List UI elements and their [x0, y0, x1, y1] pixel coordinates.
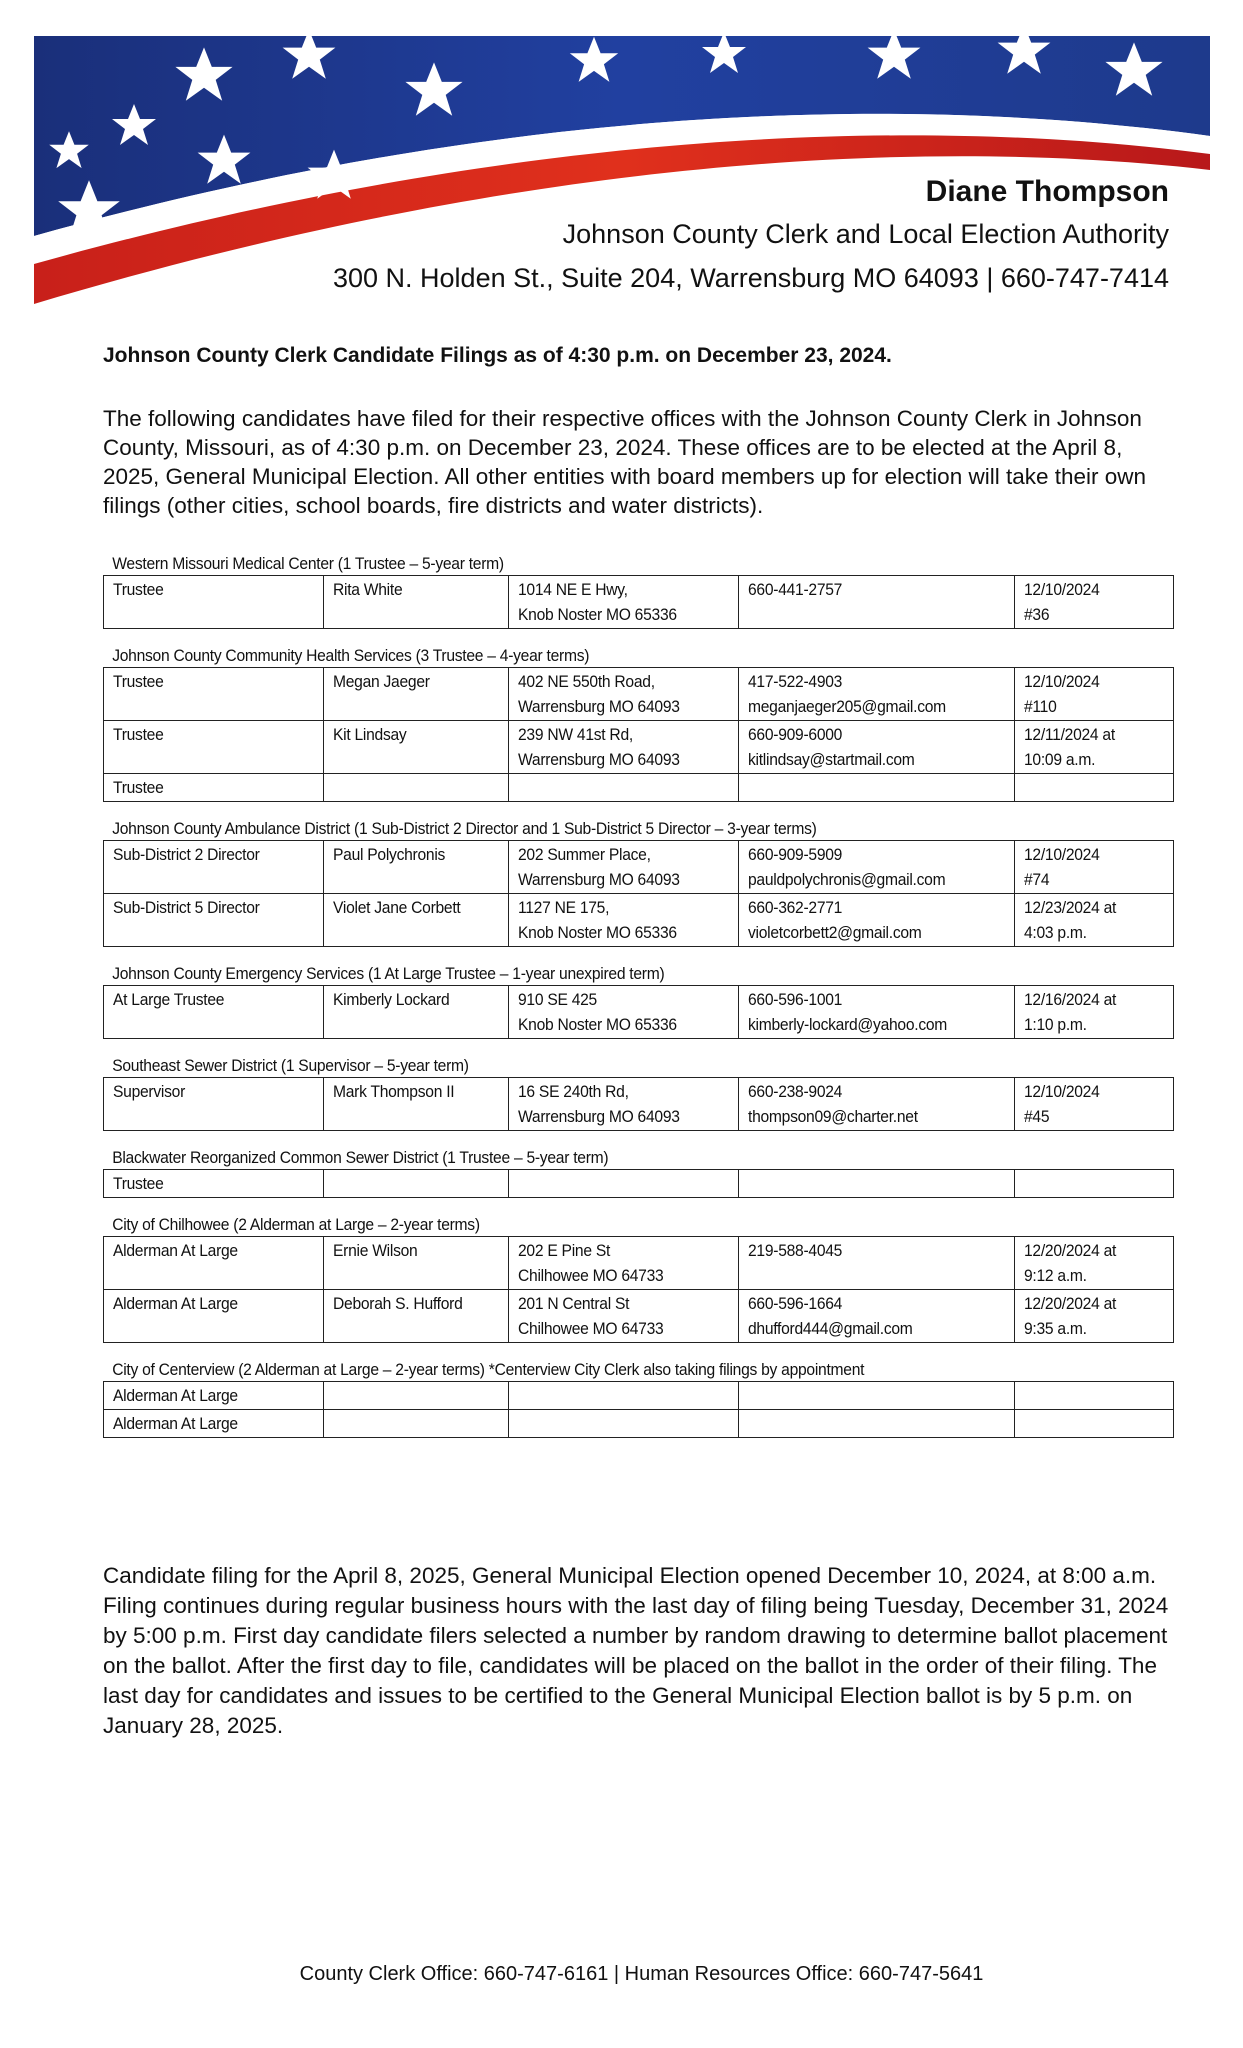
- candidate-name: Kit Lindsay: [333, 725, 407, 744]
- letterhead: [333, 172, 1169, 300]
- filing-order: 10:09 a.m.: [1024, 750, 1096, 769]
- address-line: Warrensburg MO 64093: [518, 1107, 680, 1126]
- table-cell: [509, 894, 739, 947]
- filing-table: [103, 575, 1174, 629]
- address-line: Warrensburg MO 64093: [518, 697, 680, 716]
- table-cell: [1015, 576, 1174, 629]
- table-cell: [509, 576, 739, 629]
- office-cell: Trustee: [113, 778, 164, 797]
- filing-table: [103, 840, 1174, 947]
- table-cell: [509, 1382, 739, 1410]
- address-line: 402 NE 550th Road,: [518, 672, 655, 691]
- email-address: meganjaeger205@gmail.com: [748, 697, 946, 716]
- clerk-address: 300 N. Holden St., Suite 204, Warrensburg MO 64093 | 660-747-7414: [332, 263, 1169, 293]
- email-address: kimberly-lockard@yahoo.com: [748, 1015, 948, 1034]
- filing-order: #110: [1024, 697, 1057, 716]
- office-cell: Alderman At Large: [113, 1414, 238, 1433]
- table-cell: [324, 841, 509, 894]
- address-line: 1014 NE E Hwy,: [518, 580, 628, 599]
- filing-table: [103, 1236, 1174, 1343]
- email-address: dhufford444@gmail.com: [748, 1319, 913, 1338]
- table-cell: [104, 774, 324, 802]
- table-cell: [104, 986, 324, 1039]
- filing-order: #74: [1024, 870, 1050, 889]
- table-cell: [739, 1078, 1015, 1131]
- filing-order: 9:12 a.m.: [1024, 1266, 1087, 1285]
- table-cell: [739, 1237, 1015, 1290]
- table-cell: [1015, 841, 1174, 894]
- table-row: [104, 894, 1174, 947]
- address-line: Knob Noster MO 65336: [518, 1015, 677, 1034]
- table-cell: [1015, 1078, 1174, 1131]
- candidate-name: Megan Jaeger: [333, 672, 430, 691]
- filing-date: 12/11/2024 at: [1024, 725, 1115, 744]
- filing-date: 12/16/2024 at: [1024, 990, 1117, 1009]
- table-row: [104, 668, 1174, 721]
- table-row: [104, 1078, 1174, 1131]
- address-line: 1127 NE 175,: [518, 898, 610, 917]
- table-cell: [739, 1410, 1015, 1438]
- email-address: thompson09@charter.net: [748, 1107, 918, 1126]
- table-cell: [324, 576, 509, 629]
- table-cell: [1015, 1382, 1174, 1410]
- candidate-name: Mark Thompson II: [333, 1082, 455, 1101]
- table-cell: [509, 721, 739, 774]
- email-address: kitlindsay@startmail.com: [748, 750, 915, 769]
- address-line: 201 N Central St: [518, 1294, 630, 1313]
- office-block: [103, 963, 1173, 1039]
- filings-section: [103, 553, 1173, 1454]
- filing-order: 4:03 p.m.: [1024, 923, 1087, 942]
- table-cell: [324, 721, 509, 774]
- table-cell: [1015, 668, 1174, 721]
- phone-number: 660-909-5909: [748, 845, 843, 864]
- table-cell: [104, 1290, 324, 1343]
- document-title: Johnson County Clerk Candidate Filings as of 4:30 p.m. on December 23, 2024.: [103, 344, 892, 367]
- clerk-title: Johnson County Clerk and Local Election Authority: [562, 219, 1169, 249]
- table-cell: [509, 841, 739, 894]
- table-cell: [324, 774, 509, 802]
- filing-date: 12/10/2024: [1024, 580, 1100, 599]
- filing-table: [103, 667, 1174, 802]
- office-block: [103, 553, 1173, 629]
- table-row: [104, 1382, 1174, 1410]
- table-cell: [509, 1290, 739, 1343]
- candidate-name: Paul Polychronis: [333, 845, 446, 864]
- table-cell: [104, 1382, 324, 1410]
- table-cell: [324, 894, 509, 947]
- filing-table: [103, 1169, 1174, 1198]
- phone-number: 417-522-4903: [748, 672, 843, 691]
- address-line: Warrensburg MO 64093: [518, 750, 680, 769]
- phone-number: 219-588-4045: [748, 1241, 843, 1260]
- table-cell: [509, 668, 739, 721]
- candidate-name: Ernie Wilson: [333, 1241, 418, 1260]
- table-cell: [1015, 1410, 1174, 1438]
- table-cell: [104, 894, 324, 947]
- table-cell: [739, 986, 1015, 1039]
- table-row: [104, 1237, 1174, 1290]
- filing-date: 12/20/2024 at: [1024, 1294, 1117, 1313]
- phone-number: 660-909-6000: [748, 725, 843, 744]
- address-line: 239 NW 41st Rd,: [518, 725, 633, 744]
- table-cell: [739, 1290, 1015, 1343]
- phone-number: 660-362-2771: [748, 898, 843, 917]
- filing-date: 12/10/2024: [1024, 1082, 1100, 1101]
- filing-order: 9:35 a.m.: [1024, 1319, 1087, 1338]
- filing-order: #36: [1024, 605, 1050, 624]
- office-caption: Johnson County Community Health Services (3 Trustee – 4-year terms): [112, 646, 590, 665]
- filing-date: 12/10/2024: [1024, 672, 1100, 691]
- address-line: Chilhowee MO 64733: [518, 1266, 664, 1285]
- phone-number: 660-441-2757: [748, 580, 843, 599]
- table-cell: [509, 1410, 739, 1438]
- address-line: 202 Summer Place,: [518, 845, 651, 864]
- table-cell: [739, 774, 1015, 802]
- office-caption: Southeast Sewer District (1 Supervisor – 5-year term): [112, 1056, 469, 1075]
- table-row: [104, 986, 1174, 1039]
- office-caption: City of Centerview (2 Alderman at Large – 2-year terms) *Centerview City Clerk also taking filings by appointment: [112, 1360, 865, 1379]
- table-row: [104, 721, 1174, 774]
- office-block: [103, 1147, 1173, 1198]
- table-cell: [104, 721, 324, 774]
- office-caption: Johnson County Ambulance District (1 Sub-District 2 Director and 1 Sub-District 5 Director – 3-year terms): [112, 819, 817, 838]
- table-cell: [324, 1290, 509, 1343]
- address-line: Warrensburg MO 64093: [518, 870, 680, 889]
- address-line: Chilhowee MO 64733: [518, 1319, 664, 1338]
- office-cell: Sub-District 5 Director: [113, 898, 260, 917]
- candidate-name: Kimberly Lockard: [333, 990, 450, 1009]
- intro-paragraph: The following candidates have filed for their respective offices with the Johnson County Clerk in Johnson County, Missouri, as of 4:30 p.m. on December 23, 2024. These offices are to be elected at the April 8, 2025, General Municipal Election. All other entities with board members up for election will take their own filings (other cities, school boards, fire districts and water districts).: [103, 406, 1147, 518]
- table-row: [104, 774, 1174, 802]
- table-cell: [739, 576, 1015, 629]
- table-row: [104, 1410, 1174, 1438]
- office-cell: Supervisor: [113, 1082, 186, 1101]
- office-cell: Trustee: [113, 1174, 164, 1193]
- table-cell: [509, 1237, 739, 1290]
- table-cell: [104, 1410, 324, 1438]
- candidate-name: Violet Jane Corbett: [333, 898, 461, 917]
- office-block: [103, 645, 1173, 802]
- phone-number: 660-596-1664: [748, 1294, 843, 1313]
- table-cell: [1015, 894, 1174, 947]
- email-address: pauldpolychronis@gmail.com: [748, 870, 946, 889]
- table-row: [104, 1170, 1174, 1198]
- table-cell: [1015, 1237, 1174, 1290]
- table-cell: [324, 1410, 509, 1438]
- office-caption: Johnson County Emergency Services (1 At Large Trustee – 1-year unexpired term): [112, 964, 665, 983]
- office-cell: Alderman At Large: [113, 1386, 238, 1405]
- table-cell: [739, 894, 1015, 947]
- office-block: [103, 1214, 1173, 1343]
- office-caption: City of Chilhowee (2 Alderman at Large – 2-year terms): [112, 1215, 480, 1234]
- table-row: [104, 1290, 1174, 1343]
- phone-number: 660-596-1001: [748, 990, 843, 1009]
- office-cell: Alderman At Large: [113, 1294, 238, 1313]
- office-cell: Sub-District 2 Director: [113, 845, 260, 864]
- filing-date: 12/20/2024 at: [1024, 1241, 1117, 1260]
- table-cell: [104, 1237, 324, 1290]
- table-cell: [104, 1078, 324, 1131]
- filing-date: 12/10/2024: [1024, 845, 1100, 864]
- table-cell: [104, 841, 324, 894]
- table-cell: [509, 986, 739, 1039]
- clerk-name: Diane Thompson: [925, 175, 1169, 208]
- table-cell: [324, 986, 509, 1039]
- table-cell: [509, 774, 739, 802]
- address-line: Knob Noster MO 65336: [518, 605, 677, 624]
- table-row: [104, 841, 1174, 894]
- email-address: violetcorbett2@gmail.com: [748, 923, 922, 942]
- table-cell: [324, 1078, 509, 1131]
- closing-paragraph: Candidate filing for the April 8, 2025, General Municipal Election opened December 10, 2024, at 8:00 a.m. Filing continues during regular business hours with the last day of filing being Tuesday, December 31, 2024 by 5:00 p.m. First day candidate filers selected a number by random drawing to determine ballot placement on the ballot. After the first day to file, candidates will be placed on the ballot in the order of their filing. The last day for candidates and issues to be certified to the General Municipal Election ballot is by 5 p.m. on January 28, 2025.: [103, 1563, 1169, 1738]
- table-cell: [104, 1170, 324, 1198]
- office-cell: Alderman At Large: [113, 1241, 238, 1260]
- office-caption: Blackwater Reorganized Common Sewer District (1 Trustee – 5-year term): [112, 1148, 609, 1167]
- office-block: [103, 818, 1173, 947]
- filing-order: #45: [1024, 1107, 1050, 1126]
- address-line: Knob Noster MO 65336: [518, 923, 677, 942]
- table-cell: [739, 841, 1015, 894]
- table-cell: [1015, 1170, 1174, 1198]
- filing-date: 12/23/2024 at: [1024, 898, 1117, 917]
- page-footer: County Clerk Office: 660-747-6161 | Human Resources Office: 660-747-5641: [299, 1963, 984, 1985]
- office-cell: Trustee: [113, 725, 164, 744]
- table-cell: [324, 1170, 509, 1198]
- table-cell: [1015, 986, 1174, 1039]
- table-cell: [1015, 721, 1174, 774]
- table-cell: [509, 1078, 739, 1131]
- table-cell: [324, 1382, 509, 1410]
- office-block: [103, 1055, 1173, 1131]
- table-cell: [739, 721, 1015, 774]
- table-cell: [739, 1382, 1015, 1410]
- table-cell: [324, 668, 509, 721]
- address-line: 16 SE 240th Rd,: [518, 1082, 629, 1101]
- filing-table: [103, 985, 1174, 1039]
- candidate-name: Rita White: [333, 580, 403, 599]
- table-cell: [739, 1170, 1015, 1198]
- table-cell: [509, 1170, 739, 1198]
- candidate-name: Deborah S. Hufford: [333, 1294, 463, 1313]
- office-cell: Trustee: [113, 580, 164, 599]
- office-caption: Western Missouri Medical Center (1 Trustee – 5-year term): [112, 554, 504, 573]
- table-cell: [1015, 1290, 1174, 1343]
- table-cell: [1015, 774, 1174, 802]
- filing-order: 1:10 p.m.: [1024, 1015, 1087, 1034]
- table-cell: [324, 1237, 509, 1290]
- office-cell: Trustee: [113, 672, 164, 691]
- table-cell: [739, 668, 1015, 721]
- address-line: 202 E Pine St: [518, 1241, 611, 1260]
- filing-table: [103, 1077, 1174, 1131]
- address-line: 910 SE 425: [518, 990, 597, 1009]
- office-cell: At Large Trustee: [113, 990, 225, 1009]
- phone-number: 660-238-9024: [748, 1082, 843, 1101]
- table-cell: [104, 668, 324, 721]
- table-cell: [104, 576, 324, 629]
- filing-table: [103, 1381, 1174, 1438]
- office-block: [103, 1359, 1173, 1438]
- table-row: [104, 576, 1174, 629]
